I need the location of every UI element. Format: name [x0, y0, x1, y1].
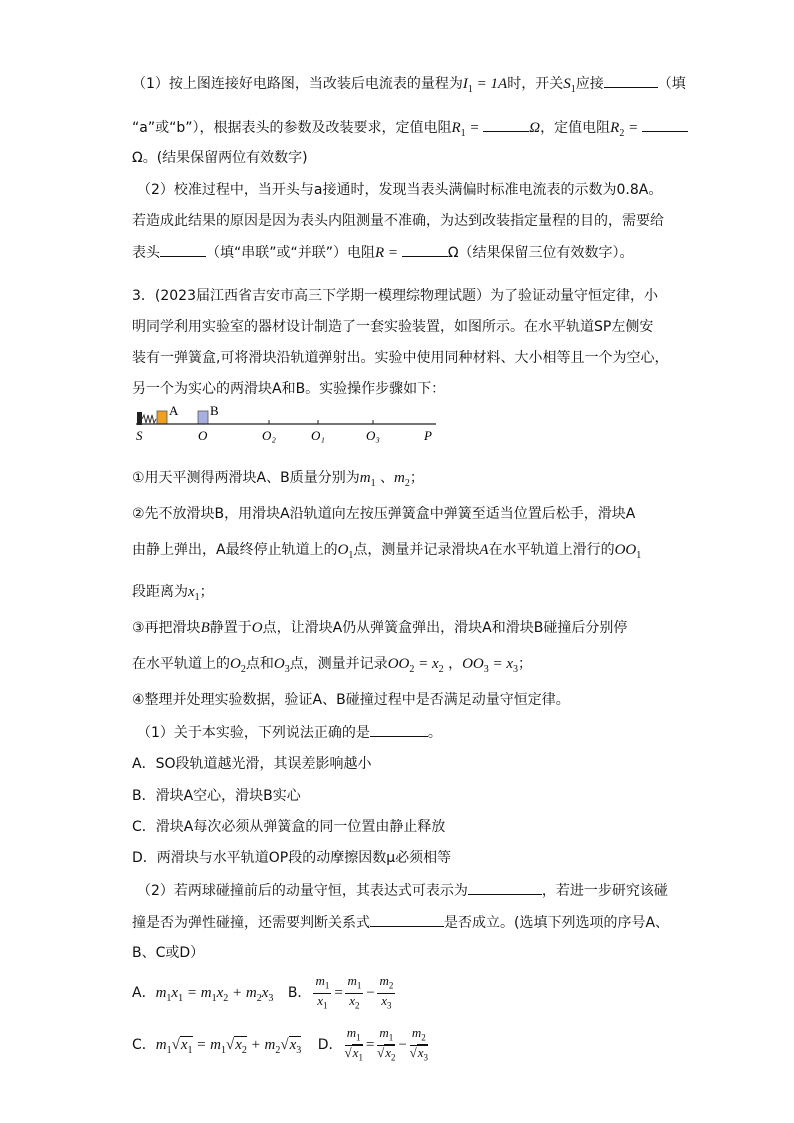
step2-line1: ②先不放滑块B，用滑块A沿轨道向左按压弹簧盒中弹簧至适当位置后松手，滑块A	[132, 506, 636, 522]
sub2-options-ab	[132, 974, 397, 1014]
block-a-label: A	[169, 403, 179, 418]
label-o2: O₂	[262, 428, 276, 443]
spring-icon	[142, 415, 156, 423]
switch-s1: $S_1$	[563, 76, 576, 95]
block-b-label: B	[210, 403, 219, 418]
sub2-option-d[interactable]: D． $\frac{m_1}{√x_1}$ = $\frac{m_1}{√x_2}$ − $\frac{m_2}{√x_3}$	[317, 1025, 429, 1063]
sub1-option-d[interactable]: D．两滑块与水平轨道OP段的动摩擦因数μ必须相等	[132, 850, 452, 866]
answer-blank-momentum[interactable]	[468, 880, 542, 895]
label-o: O	[198, 428, 208, 443]
part1-line2: “a”或“b”），根据表头的参数及改装要求，定值电阻$R_1 = \Omega$，定值电阻$R_2$ =	[132, 117, 688, 144]
sub2-option-b[interactable]: B． $\frac{m_1}{x_1}$ = $\frac{m_1}{x_2}$ − $\frac{m_2}{x_3}$	[287, 973, 394, 1011]
q3-line2: 明同学利用实验室的器材设计制造了一套实验装置，如图所示。在水平轨道SP左侧安	[132, 319, 654, 335]
sub2-option-a[interactable]: A．$m_1x_1 = m_1x_2 + m_2x_3$	[132, 985, 274, 1005]
sub2-line1: （2）若两球碰撞前后的动量守恒，其表达式可表示为 ，若进一步研究该碰	[137, 880, 668, 901]
part1-line3: Ω。(结果保留两位有效数字)	[132, 150, 308, 166]
track-diagram	[130, 400, 450, 448]
step3-line1: ③再把滑块B静置于O点，让滑块A仍从弹簧盒弹出，滑块A和滑块B碰撞后分别停	[132, 620, 628, 636]
block-a	[157, 411, 167, 424]
block-b	[198, 411, 208, 424]
q3-line3: 装有一弹簧盒,可将滑块沿轨道弹射出。实验中使用同种材料、大小相等且一个为空心，	[132, 350, 669, 366]
sub2-line2: 撞是否为弹性碰撞，还需要判断关系式 是否成立。(选填下列选项的序号A、	[132, 912, 669, 933]
sub1-option-a[interactable]: A．SO段轨道越光滑，其误差影响越小	[132, 756, 372, 772]
sub1-stem: （1）关于本实验，下列说法正确的是 。	[137, 722, 442, 743]
answer-blank-resistance[interactable]	[402, 242, 448, 257]
step2-line3: 段距离为$x_1$；	[132, 584, 214, 603]
range-i1: $I_1 = 1A$	[462, 76, 508, 95]
part2-line1: （2）校准过程中，当开头与a接通时，发现当表头满偏时标准电流表的示数为0.8A。	[137, 182, 663, 198]
answer-blank-connection[interactable]	[160, 242, 206, 257]
answer-blank-elastic[interactable]	[370, 912, 444, 927]
sub2-option-c[interactable]: C．$m_1√x_1 = m_1√x_2 + m_2√x_3$	[132, 1037, 302, 1057]
sub1-option-b[interactable]: B．滑块A空心，滑块B实心	[132, 788, 301, 804]
sub2-options-cd	[132, 1026, 430, 1066]
q3-line4: 另一个为实心的两滑块A和B。实验操作步骤如下：	[132, 381, 446, 397]
part1-line1: （1）按上图连接好电路图，当改装后电流表的量程为$I_1 = 1A$时，开关$S_1$应接 （填	[132, 73, 686, 100]
part2-line3: 表头 （填“串联”或“并联”）电阻R = Ω（结果保留三位有效数字）。	[132, 242, 634, 263]
answer-blank-r2[interactable]	[642, 117, 688, 132]
answer-blank-sub1[interactable]	[370, 722, 428, 737]
step2-line2: 由静上弹出，A最终停止轨道上的$O_1$点，测量并记录滑块A在水平轨道上滑行的$OO_1$	[132, 542, 642, 561]
label-p: P	[424, 428, 432, 443]
answer-blank-r1[interactable]	[483, 117, 529, 132]
spring-box	[137, 412, 142, 425]
step1: ①用天平测得两滑块A、B质量分别为$m_1$ 、$m_2$；	[132, 470, 424, 489]
label-o1: O₁	[311, 428, 325, 443]
sub2-line3: B、C或D）	[132, 945, 205, 961]
step4: ④整理并处理实验数据，验证A、B碰撞过程中是否满足动量守恒定律。	[132, 692, 570, 708]
answer-blank-switch[interactable]	[604, 73, 658, 88]
label-s: S	[136, 428, 143, 443]
q3-line1: 3．(2023届江西省吉安市高三下学期一模理综物理试题）为了验证动量守恒定律，小	[132, 288, 658, 304]
label-o3: O₃	[366, 428, 380, 443]
sub1-option-c[interactable]: C．滑块A每次必须从弹簧盒的同一位置由静止释放	[132, 819, 446, 835]
part2-line2: 若造成此结果的原因是因为表头内阻测量不准确，为达到改装指定量程的目的，需要给	[132, 213, 664, 229]
step3-line2: 在水平轨道上的$O_2$点和$O_3$点，测量并记录$OO_2 = x_2$ ，$OO_3 = x_3$；	[132, 656, 533, 675]
